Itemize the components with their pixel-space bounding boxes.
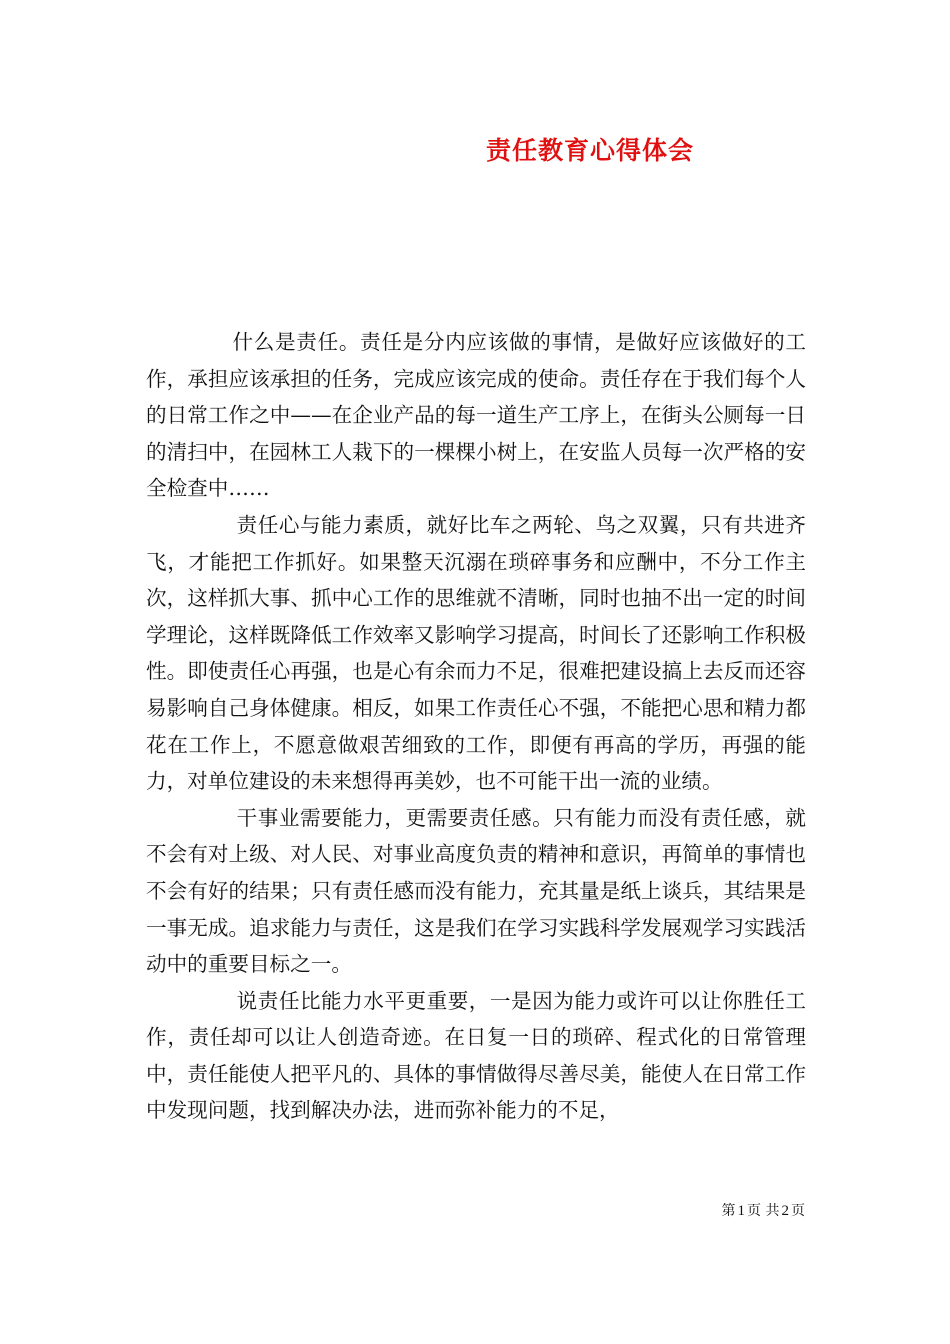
paragraph: 说责任比能力水平更重要，一是因为能力或许可以让你胜任工作，责任却可以让人创造奇迹。在日复一日的琐碎、程式化的日常管理中，责任能使人把平凡的、具体的事情做得尽善尽美，能使人在日常工作中发现问题，找到解决办法，进而弥补能力的不足， — [146, 988, 806, 1123]
total-page-number: 2 — [781, 1203, 789, 1219]
footer-middle: 页 共 — [747, 1203, 780, 1219]
page-number-footer — [722, 1201, 805, 1221]
current-page-number: 1 — [737, 1203, 746, 1219]
paragraph: 什么是责任。责任是分内应该做的事情，是做好应该做好的工作，承担应该承担的任务，完成应该完成的使命。责任存在于我们每个人的日常工作之中——在企业产品的每一道生产工序上，在街头公厕每一日的清扫中，在园林工人栽下的一棵棵小树上，在安监人员每一次严格的安全检查中…… — [146, 330, 806, 501]
paragraph: 干事业需要能力，更需要责任感。只有能力而没有责任感，就不会有对上级、对人民、对事业高度负责的精神和意识，再简单的事情也不会有好的结果；只有责任感而没有能力，充其量是纸上谈兵，其结果是一事无成。追求能力与责任，这是我们在学习实践科学发展观学习实践活动中的重要目标之一。 — [146, 805, 806, 977]
document-body — [146, 324, 806, 1129]
paragraph: 责任心与能力素质，就好比车之两轮、鸟之双翼，只有共进齐飞，才能把工作抓好。如果整天沉溺在琐碎事务和应酬中，不分工作主次，这样抓大事、抓中心工作的思维就不清晰，同时也抽不出一定的时间学理论，这样既降低工作效率又影响学习提高，时间长了还影响工作积极性。即使责任心再强，也是心有余而力不足，很难把建设搞上去反而还容易影响自己身体健康。相反，如果工作责任心不强，不能把心思和精力都花在工作上，不愿意做艰苦细致的工作，即便有再高的学历，再强的能力，对单位建设的未来想得再美妙，也不可能干出一流的业绩。 — [146, 512, 806, 794]
footer-suffix: 页 — [791, 1203, 805, 1219]
document-title: 责任教育心得体会 — [485, 136, 694, 165]
footer-prefix: 第 — [721, 1203, 736, 1219]
